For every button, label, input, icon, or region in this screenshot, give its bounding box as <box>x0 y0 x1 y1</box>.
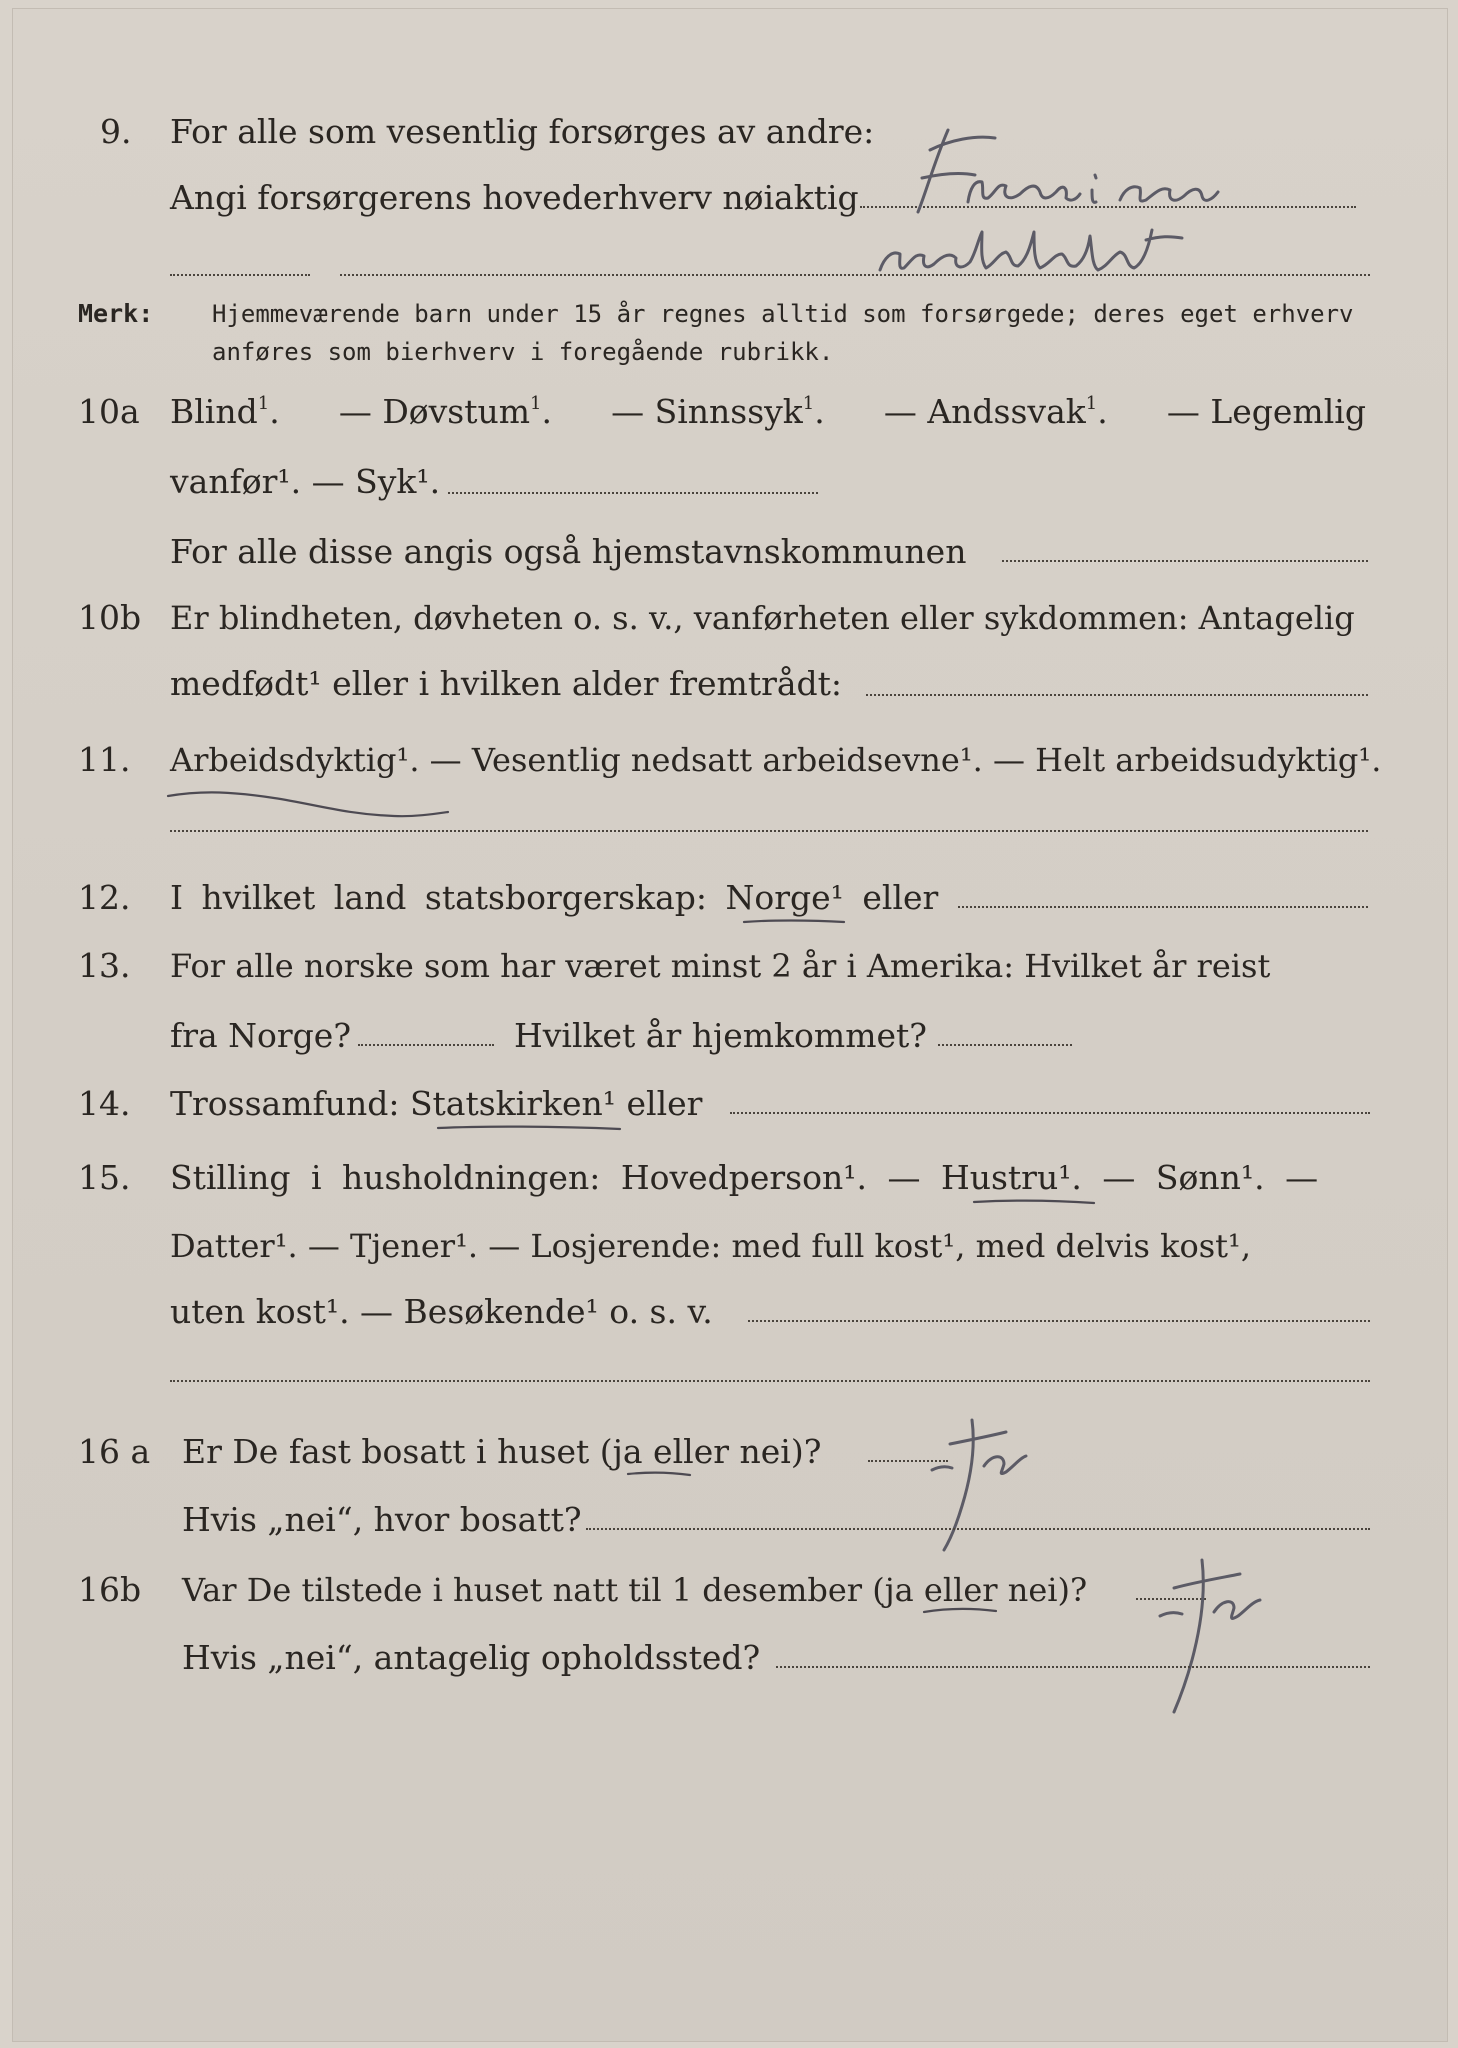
q14-answer-line <box>730 1112 1370 1114</box>
merk-label: Merk: <box>78 299 154 328</box>
q12-answer-line <box>958 906 1368 908</box>
q13-line2-part1: fra Norge? <box>170 1016 352 1055</box>
q15-line2: Datter¹. — Tjener¹. — Losjerende: med full kost¹, med delvis kost¹, <box>170 1227 1252 1265</box>
q10b-alder-answer-line <box>866 694 1368 696</box>
merk-note-line2: anføres som bierhverv i foregående rubrikk. <box>212 338 834 366</box>
q15-answer-line-1 <box>748 1320 1370 1322</box>
q10b-number: 10b <box>78 598 142 637</box>
q10a-dovstum: — Døvstum$^1$. <box>338 392 552 431</box>
q16a-handwritten-answer <box>930 1410 1070 1560</box>
q10a-number: 10a <box>78 392 140 431</box>
q10a-line1 <box>170 392 1366 432</box>
q16b-line2: Hvis „nei“, antagelig opholdssted? <box>182 1638 761 1677</box>
q10b-line1: Er blindheten, døvheten o. s. v., vanførheten eller sykdommen: Antagelig <box>170 599 1355 637</box>
q11-number: 11. <box>78 740 131 779</box>
q13-reist-answer-line <box>358 1044 494 1046</box>
q13-hjemkommet-answer-line <box>938 1044 1072 1046</box>
q14-statskirken-underline <box>434 1120 624 1136</box>
q13-line1: For alle norske som har været minst 2 år i Amerika: Hvilket år reist <box>170 947 1271 985</box>
q13-number: 13. <box>78 946 131 985</box>
q14-number: 14. <box>78 1084 131 1123</box>
q10a-syk-answer-line <box>448 492 818 494</box>
q10a-blind: Blind$^1$. <box>170 392 280 431</box>
q16a-ja-underline <box>624 1466 694 1482</box>
q11-answer-line <box>170 830 1368 832</box>
q15-line3: uten kost¹. — Besøkende¹ o. s. v. <box>170 1292 713 1331</box>
q15-line1: Stilling i husholdningen: Hovedperson¹. — Hustru¹. — Sønn¹. — <box>170 1158 1319 1197</box>
q10a-line2: vanfør¹. — Syk¹. <box>170 462 441 501</box>
q9-handwritten-answer <box>870 120 1350 290</box>
q9-line2: Angi forsørgerens hovederhverv nøiaktig <box>170 178 859 217</box>
q10a-legemlig: — Legemlig <box>1166 392 1366 431</box>
q9-line1: For alle som vesentlig forsørges av andre: <box>170 112 875 151</box>
q15-answer-line-2 <box>170 1380 1370 1382</box>
q10a-line3: For alle disse angis også hjemstavnskommunen <box>170 532 967 571</box>
q12-norge-underline <box>740 914 850 930</box>
q10a-andssvak: — Andssvak$^1$. <box>883 392 1108 431</box>
q10a-hjemstavn-answer-line <box>1002 560 1368 562</box>
q15-number: 15. <box>78 1158 131 1197</box>
q10b-line2: medfødt¹ eller i hvilken alder fremtrådt: <box>170 664 843 703</box>
q15-hustru-underline <box>970 1194 1100 1210</box>
q9-number: 9. <box>100 112 132 151</box>
q12-line1: I hvilket land statsborgerskap: Norge¹ eller <box>170 878 939 917</box>
q10a-sinnssyk: — Sinnssyk$^1$. <box>611 392 825 431</box>
q16a-number: 16 a <box>78 1432 151 1471</box>
q13-line2-part2: Hvilket år hjemkommet? <box>514 1016 927 1055</box>
q12-number: 12. <box>78 878 131 917</box>
merk-note-line1: Hjemmeværende barn under 15 år regnes alltid som forsørgede; deres eget erhverv <box>212 300 1354 328</box>
q14-line1: Trossamfund: Statskirken¹ eller <box>170 1084 703 1123</box>
q16b-ja-underline <box>920 1604 1000 1620</box>
q16b-handwritten-answer <box>1150 1550 1290 1720</box>
q16b-number: 16b <box>78 1570 142 1609</box>
q16b-opholdssted-answer-line <box>776 1666 1370 1668</box>
q16a-bosatt-answer-line <box>586 1528 1370 1530</box>
q11-handwritten-underline <box>164 784 454 824</box>
q11-line1: Arbeidsdyktig¹. — Vesentlig nedsatt arbeidsevne¹. — Helt arbeidsudyktig¹. <box>170 741 1382 779</box>
q16b-line1: Var De tilstede i huset natt til 1 desember (ja eller nei)? <box>182 1571 1088 1609</box>
q16a-line1: Er De fast bosatt i huset (ja eller nei)? <box>182 1432 822 1471</box>
q16a-line2: Hvis „nei“, hvor bosatt? <box>182 1500 582 1539</box>
q9-answer-line-2a <box>170 274 310 276</box>
